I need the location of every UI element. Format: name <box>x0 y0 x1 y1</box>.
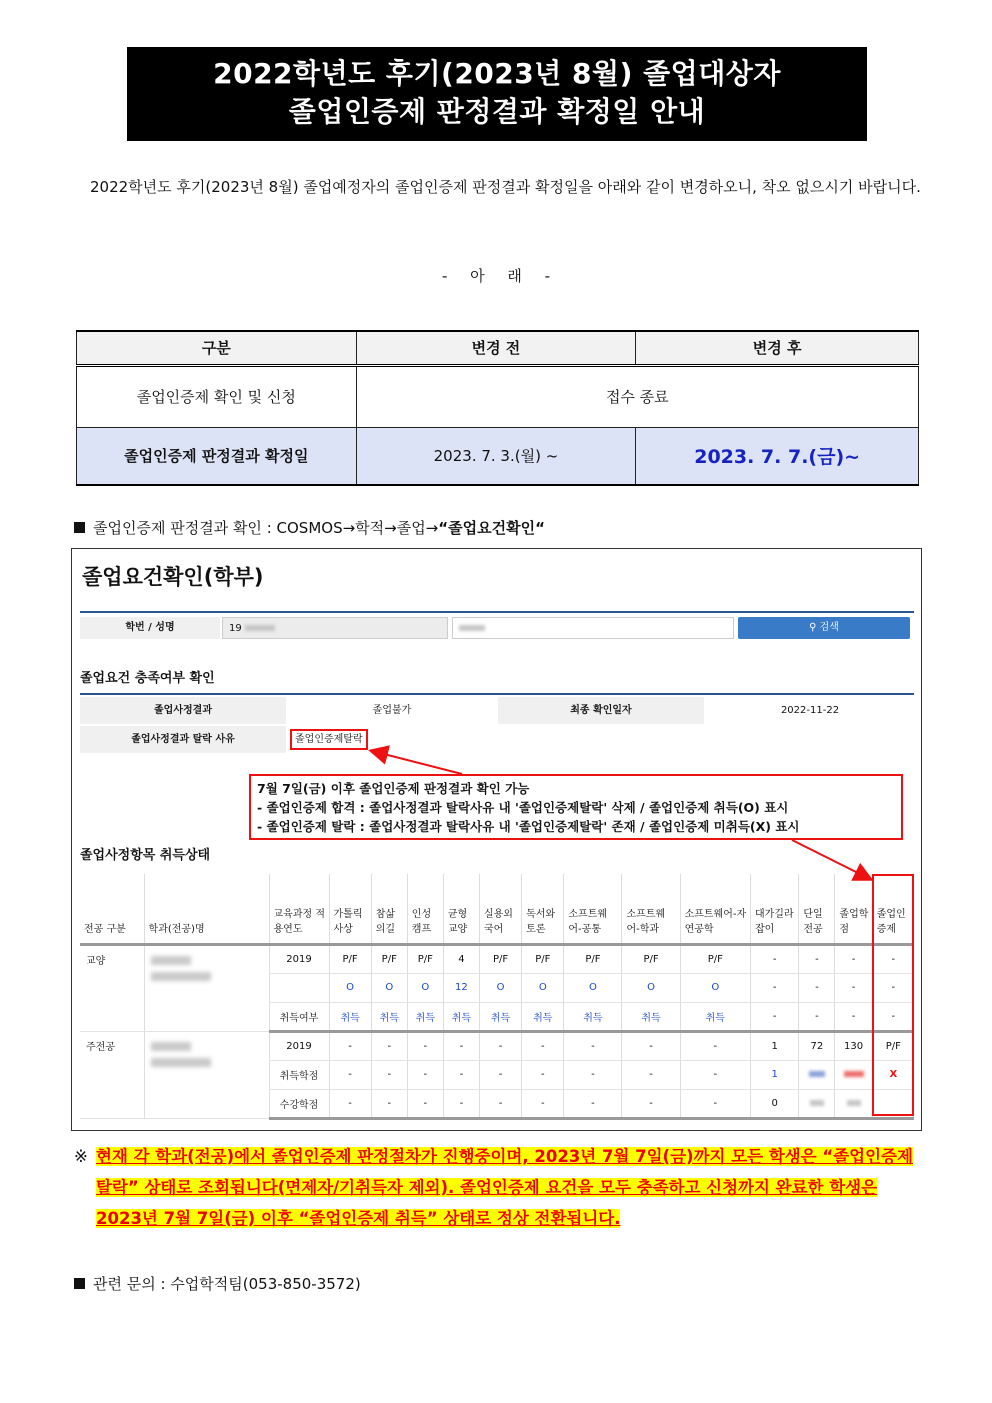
contact-line <box>74 1273 361 1294</box>
grid-cell: 취득 <box>443 1002 479 1031</box>
grid-cell: - <box>407 1089 443 1118</box>
masked-value <box>844 1071 864 1077</box>
grid-cell: - <box>443 1031 479 1060</box>
group-general <box>80 1031 914 1118</box>
grid-cell: - <box>443 1060 479 1089</box>
search-label: 학번 / 성명 <box>80 617 220 639</box>
result-label: 졸업사정결과 <box>80 697 286 724</box>
annotation-note <box>249 774 903 840</box>
grid-header: 졸업학점 <box>835 874 872 944</box>
row-label: 취득여부 <box>269 1002 329 1031</box>
row-label: 2019 <box>269 1031 329 1060</box>
grid-cell: O <box>371 973 407 1002</box>
grid-cell: P/F <box>371 944 407 973</box>
row1-value: 접수 종료 <box>356 365 918 427</box>
grid-cell: - <box>329 1060 371 1089</box>
search-button[interactable]: ⚲ 검색 <box>738 617 910 639</box>
table-row <box>80 944 914 973</box>
grid-header: 소프트웨어-공통 <box>564 874 622 944</box>
section-requirement: 졸업요건 충족여부 확인 <box>80 671 215 686</box>
row-label <box>269 973 329 1002</box>
grid-header: 소프트웨어-자연공학 <box>680 874 750 944</box>
grid-cell: - <box>407 1060 443 1089</box>
grid-cell: - <box>522 1089 564 1118</box>
date-value: 2022-11-22 <box>780 705 840 716</box>
grid-cell <box>835 1060 872 1089</box>
grid-cell: - <box>564 1060 622 1089</box>
square-bullet-icon <box>74 522 85 533</box>
table-row <box>80 1031 914 1060</box>
reference-mark: ※ <box>74 1147 88 1166</box>
grid-cell: 130 <box>835 1031 872 1060</box>
masked-text <box>151 1042 191 1051</box>
change-table <box>76 330 919 486</box>
grid-cell: 취득 <box>564 1002 622 1031</box>
row-label: 수강학점 <box>269 1089 329 1118</box>
grid-header: 독서와토론 <box>522 874 564 944</box>
grid-cell: 취득 <box>622 1002 680 1031</box>
status-grid <box>80 874 914 1120</box>
grid-cell: - <box>799 1002 835 1031</box>
note-line-3: - 졸업인증제 탈락 : 졸업사정결과 탈락사유 내 '졸업인증제탈락' 존재 / 졸업인증제 미취득(X) 표시 <box>257 819 800 834</box>
grid-cell: - <box>750 973 798 1002</box>
grid-cell <box>835 1089 872 1118</box>
grid-cell: 0 <box>750 1089 798 1118</box>
header-before: 변경 전 <box>356 331 636 365</box>
grid-cell: P/F <box>329 944 371 973</box>
grid-cell: O <box>522 973 564 1002</box>
grid-cell: O <box>622 973 680 1002</box>
grid-cell: - <box>371 1060 407 1089</box>
warning-notice <box>74 1141 922 1234</box>
major-type: 주전공 <box>80 1031 144 1118</box>
dept-name-masked <box>144 1031 269 1118</box>
grid-header-row <box>80 874 914 944</box>
grid-cell: - <box>622 1089 680 1118</box>
warning-text: 현재 각 학과(전공)에서 졸업인증제 판정절차가 진행중이며, 2023년 7월 7일(금)까지 모든 학생은 “졸업인증제 탈락” 상태로 조회됩니다(면제자/기취득자 제외). 졸업인증제 요건을 모두 충족하고 신청까지 완료한 학생은 2023년 7월 7일(금) 이후 “졸업인증제 취득” 상태로 정상 전환됩니다. <box>96 1147 913 1228</box>
table-row <box>77 365 919 427</box>
intro-paragraph: 2022학년도 후기(2023년 8월) 졸업예정자의 졸업인증제 판정결과 확정일을 아래와 같이 변경하오니, 착오 없으시기 바랍니다. <box>90 178 921 196</box>
grid-cell: P/F <box>407 944 443 973</box>
major-type: 교양 <box>80 944 144 1031</box>
reason-label: 졸업사정결과 탈락 사유 <box>80 726 286 753</box>
certification-column-highlight <box>872 874 914 1116</box>
grid-cell: P/F <box>564 944 622 973</box>
grid-cell: 취득 <box>680 1002 750 1031</box>
grid-cell: X <box>872 1060 914 1089</box>
grid-cell: 취득 <box>371 1002 407 1031</box>
result-value: 졸업불가 <box>372 705 412 716</box>
grid-cell: - <box>680 1089 750 1118</box>
grid-cell: P/F <box>622 944 680 973</box>
grid-cell: 취득 <box>522 1002 564 1031</box>
section-status: 졸업사정항목 취득상태 <box>80 848 211 863</box>
grid-cell: 취득 <box>479 1002 521 1031</box>
grid-cell: - <box>479 1060 521 1089</box>
grid-cell: O <box>564 973 622 1002</box>
grid-cell: - <box>479 1089 521 1118</box>
table-row <box>77 427 919 485</box>
row1-label: 졸업인증제 확인 및 신청 <box>77 365 357 427</box>
grid-cell: - <box>443 1089 479 1118</box>
grid-cell <box>799 1060 835 1089</box>
document-title-box <box>127 47 867 141</box>
masked-value <box>847 1100 861 1106</box>
check-path-prefix: 졸업인증제 판정결과 확인 : COSMOS→학적→졸업→ <box>93 519 439 537</box>
masked-text <box>151 972 211 981</box>
grid-header: 전공 구분 <box>80 874 144 944</box>
header-after: 변경 후 <box>636 331 919 365</box>
row2-before: 2023. 7. 3.(월) ~ <box>356 427 636 485</box>
grid-header: 소프트웨어-학과 <box>622 874 680 944</box>
grid-cell: P/F <box>479 944 521 973</box>
note-line-2: - 졸업인증제 합격 : 졸업사정결과 탈락사유 내 '졸업인증제탈락' 삭제 / 졸업인증제 취득(O) 표시 <box>257 800 789 815</box>
dept-name-masked <box>144 944 269 1031</box>
grid-header: 참삶의길 <box>371 874 407 944</box>
grid-cell: - <box>680 1060 750 1089</box>
grid-cell: - <box>799 973 835 1002</box>
grid-header: 실용외국어 <box>479 874 521 944</box>
grid-cell: P/F <box>872 1031 914 1060</box>
grid-cell: 1 <box>750 1031 798 1060</box>
masked-text <box>151 1058 211 1067</box>
grid-cell: - <box>522 1060 564 1089</box>
embedded-screenshot <box>71 548 922 1131</box>
grid-header: 단일전공 <box>799 874 835 944</box>
grid-cell: - <box>371 1089 407 1118</box>
grid-header: 가톨릭사상 <box>329 874 371 944</box>
grid-cell: 취득 <box>329 1002 371 1031</box>
grid-cell: O <box>407 973 443 1002</box>
grid-cell: - <box>799 944 835 973</box>
grid-cell: - <box>872 944 914 973</box>
grid-cell: - <box>564 1089 622 1118</box>
grid-header: 교육과정 적용연도 <box>269 874 329 944</box>
grid-cell: - <box>835 973 872 1002</box>
grid-cell: - <box>750 944 798 973</box>
check-path-menu: “졸업요건확인“ <box>438 519 545 537</box>
grid-cell: O <box>329 973 371 1002</box>
grid-cell: - <box>329 1089 371 1118</box>
reason-value: 졸업인증제탈락 <box>290 729 368 750</box>
grid-cell: - <box>371 1031 407 1060</box>
grid-cell: 12 <box>443 973 479 1002</box>
grid-cell: P/F <box>680 944 750 973</box>
grid-cell: - <box>750 1002 798 1031</box>
screen-title: 졸업요건확인(학부) <box>82 565 264 589</box>
grid-cell: - <box>835 944 872 973</box>
grid-header: 졸업인증제 <box>872 874 914 944</box>
student-id-value: 19 <box>229 623 242 634</box>
grid-cell: - <box>479 1031 521 1060</box>
title-line-1: 2022학년도 후기(2023년 8월) 졸업대상자 <box>213 57 781 90</box>
title-line-2: 졸업인증제 판정결과 확정일 안내 <box>288 95 706 128</box>
row-label: 2019 <box>269 944 329 973</box>
grid-cell: - <box>680 1031 750 1060</box>
grid-cell: 취득 <box>407 1002 443 1031</box>
grid-cell: 4 <box>443 944 479 973</box>
grid-header: 인성캠프 <box>407 874 443 944</box>
grid-header: 대가길라잡이 <box>750 874 798 944</box>
masked-value <box>810 1100 824 1106</box>
grid-cell: - <box>522 1031 564 1060</box>
grid-cell: - <box>329 1031 371 1060</box>
grid-header: 학과(전공)명 <box>144 874 269 944</box>
grid-cell: - <box>835 1002 872 1031</box>
grid-cell: O <box>680 973 750 1002</box>
masked-text <box>151 956 191 965</box>
grid-cell: 1 <box>750 1060 798 1089</box>
grid-cell <box>799 1089 835 1118</box>
row2-after: 2023. 7. 7.(금)~ <box>636 427 919 485</box>
grid-cell: - <box>622 1031 680 1060</box>
row-label: 취득학점 <box>269 1060 329 1089</box>
grid-cell: P/F <box>522 944 564 973</box>
grid-cell: - <box>622 1060 680 1089</box>
grid-cell: - <box>564 1031 622 1060</box>
row2-label: 졸업인증제 판정결과 확정일 <box>77 427 357 485</box>
date-label: 최종 확인일자 <box>498 697 704 724</box>
masked-value <box>809 1071 825 1077</box>
header-category: 구분 <box>77 331 357 365</box>
grid-cell: 72 <box>799 1031 835 1060</box>
grid-cell: O <box>479 973 521 1002</box>
square-bullet-icon <box>74 1278 85 1289</box>
arrow-to-reason <box>372 751 462 774</box>
note-line-1: 7월 7일(금) 이후 졸업인증제 판정결과 확인 가능 <box>257 781 530 796</box>
grid-cell: - <box>872 973 914 1002</box>
change-table-header <box>77 331 919 365</box>
search-button-label: 검색 <box>819 622 839 633</box>
grid-header: 균형교양 <box>443 874 479 944</box>
check-path <box>74 517 545 538</box>
grid-cell: - <box>872 1002 914 1031</box>
grid-cell: - <box>407 1031 443 1060</box>
contact-text: 관련 문의 : 수업학적팀(053-850-3572) <box>93 1275 361 1293</box>
notice-heading: - 아 래 - <box>441 267 551 285</box>
